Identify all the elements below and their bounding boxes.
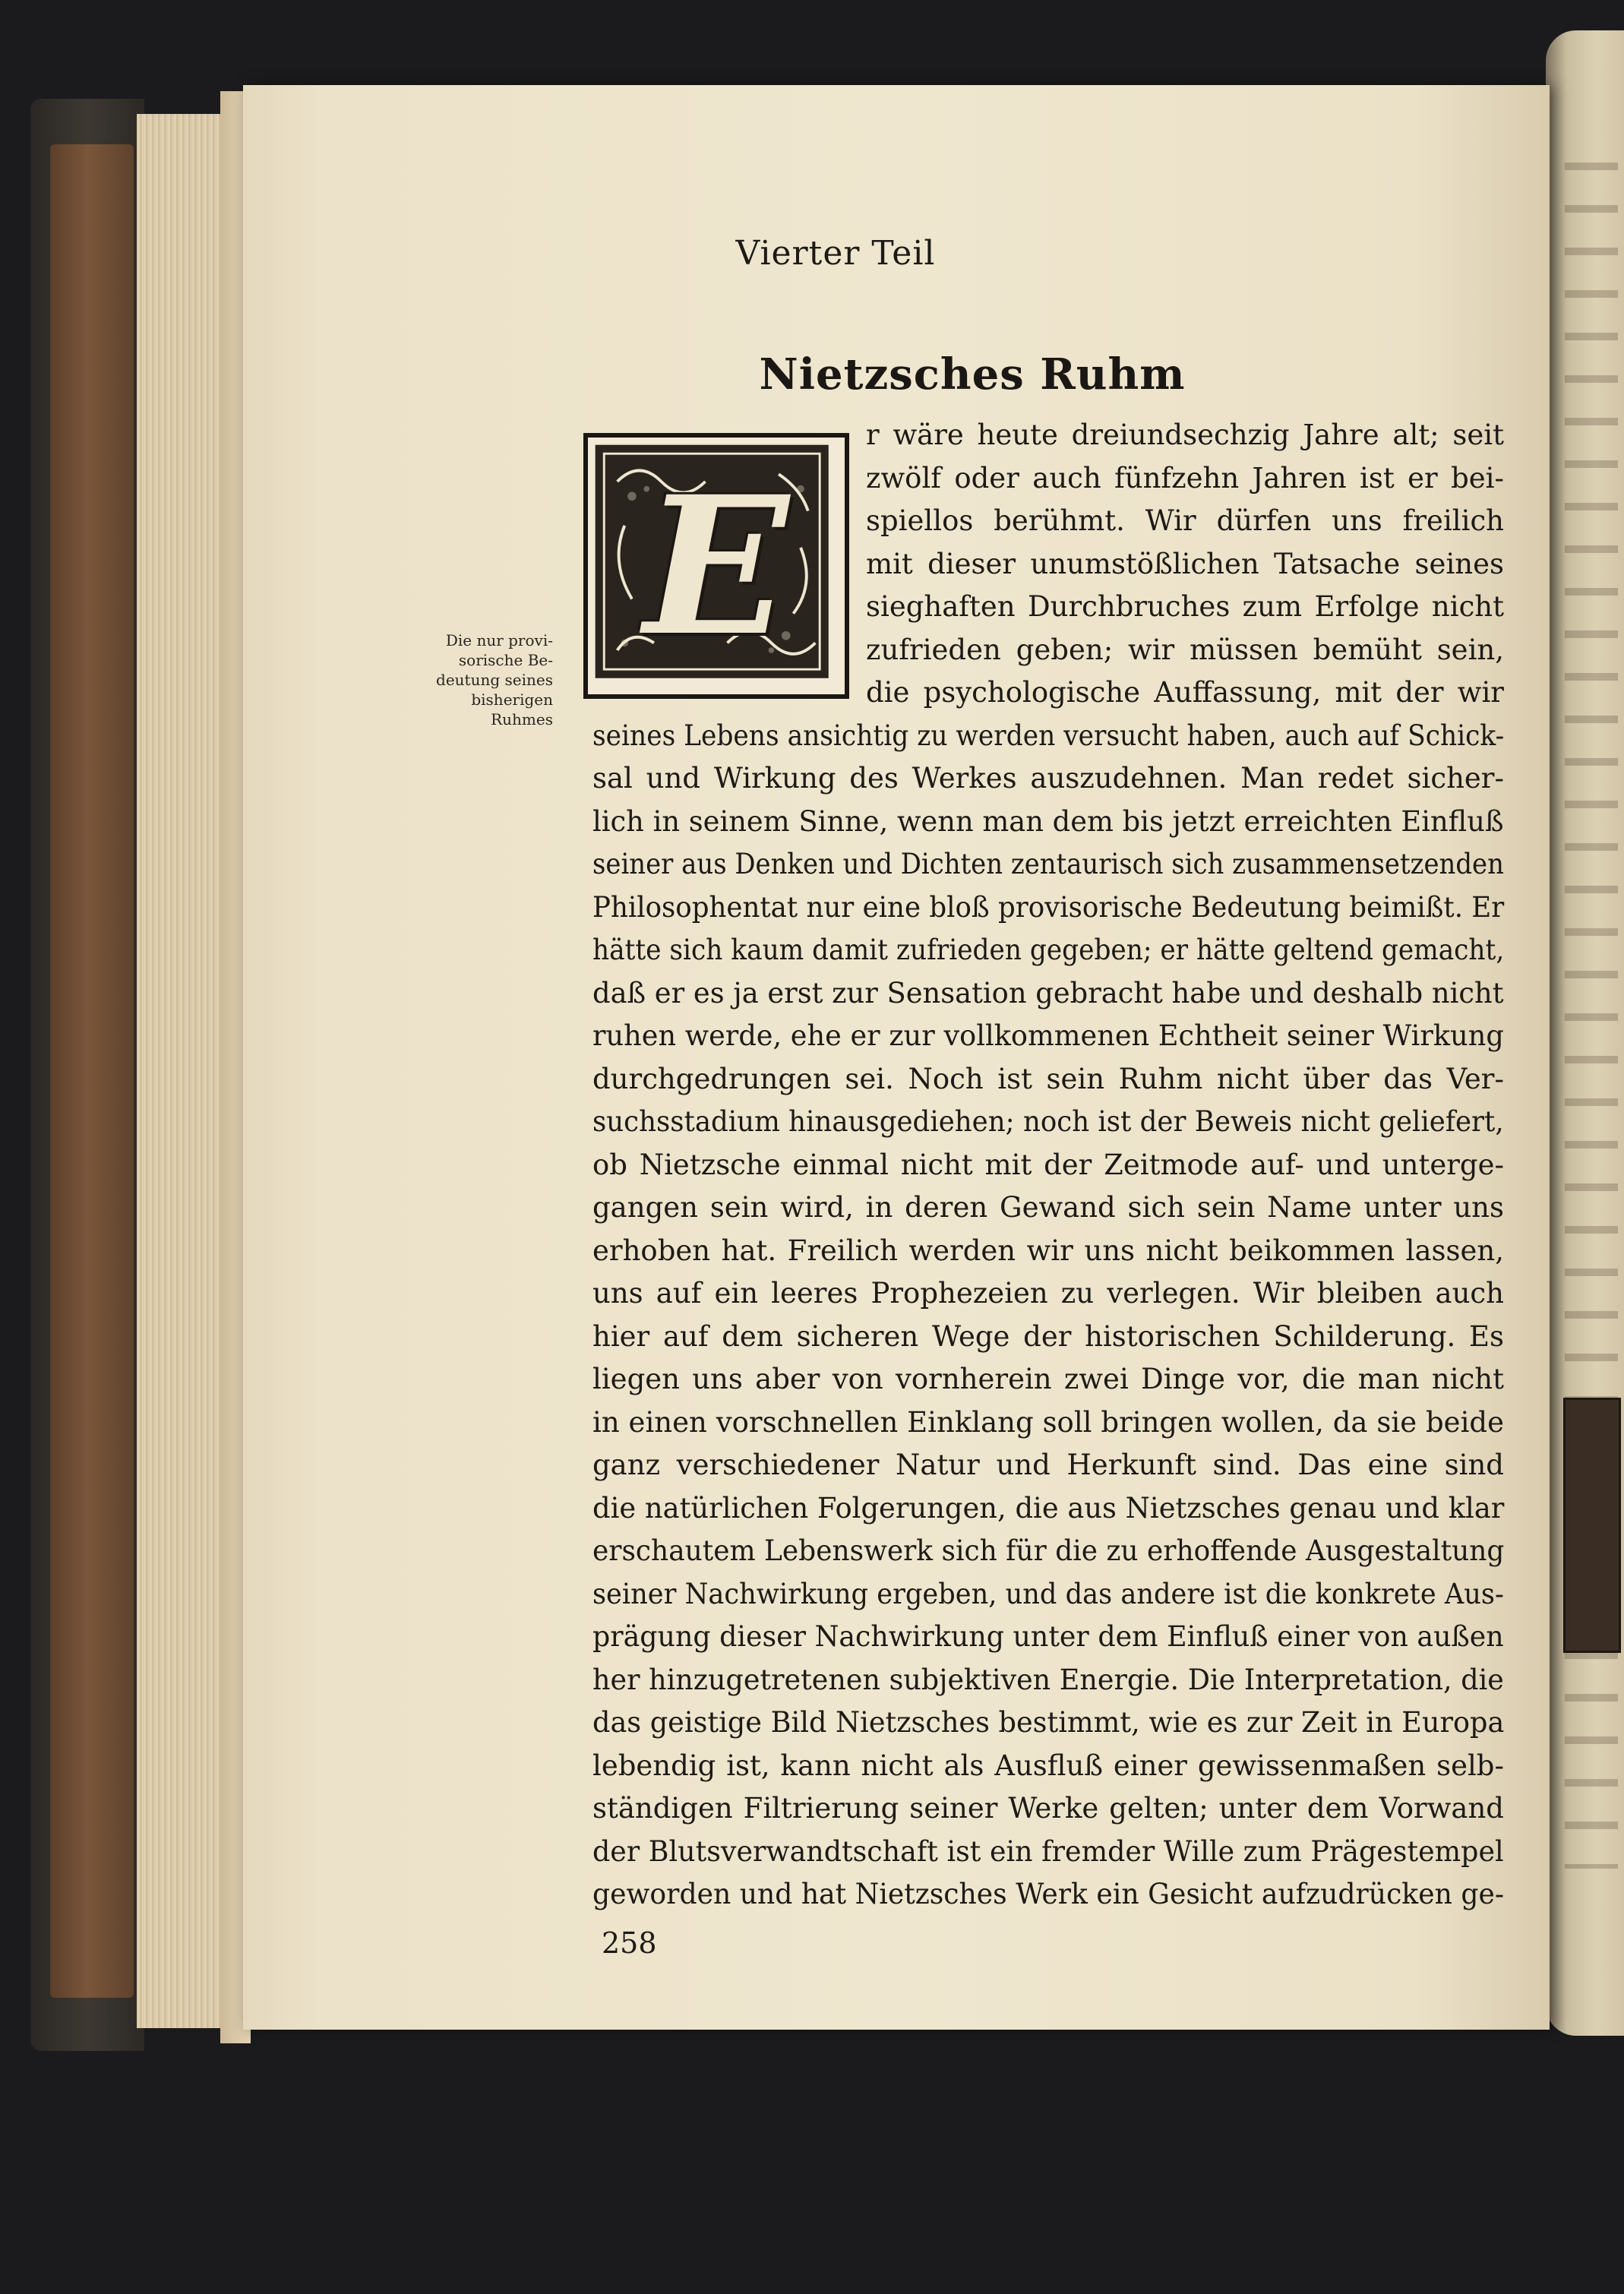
margin-note-line: Die nur provi-: [445, 631, 553, 649]
text-line: her hinzugetretenen subjektiven Energie. Die Interpretation, die: [592, 1663, 1504, 1696]
chapter-title: Nietzsches Ruhm: [759, 349, 1186, 400]
page-number: 258: [602, 1926, 657, 1960]
text-line: mit dieser unumstößlichen Tatsache seines: [866, 547, 1504, 580]
text-line: seiner aus Denken und Dichten zentaurisch sich zusammensetzenden: [592, 848, 1504, 880]
text-line: ständigen Filtrierung seiner Werke gelten; unter dem Vorwand: [592, 1792, 1504, 1825]
margin-note-line: bisherigen: [471, 690, 553, 709]
text-line: erschautem Lebenswerk sich für die zu erhoffende Ausgestaltung: [592, 1534, 1505, 1567]
margin-note-line: Ruhmes: [491, 710, 553, 728]
initial-letter: E: [643, 454, 789, 678]
text-line: daß er es ja erst zur Sensation gebracht habe und deshalb nicht: [592, 976, 1504, 1010]
facing-page-illustration: [1563, 1398, 1621, 1653]
text-line: die natürlichen Folgerungen, die aus Nietzsches genau und klar: [592, 1491, 1505, 1525]
text-line: lich in seinem Sinne, wenn man dem bis jetzt erreichten Einfluß: [592, 804, 1504, 838]
text-line: hier auf dem sicheren Wege der historischen Schilderung. Es: [592, 1319, 1504, 1353]
text-line: Philosophentat nur eine bloß provisorische Bedeutung beimißt. Er: [592, 890, 1505, 924]
decorated-initial: [583, 433, 849, 699]
text-line: liegen uns aber von vornherein zwei Dinge vor, die man nicht: [592, 1363, 1504, 1395]
text-line: seines Lebens ansichtig zu werden versucht haben, auch auf Schick-: [592, 719, 1505, 752]
text-line: prägung dieser Nachwirkung unter dem Einfluß einer von außen: [592, 1620, 1504, 1653]
text-line: zufrieden geben; wir müssen bemüht sein,: [866, 633, 1504, 666]
text-line: suchsstadium hinausgediehen; noch ist der Beweis nicht geliefert,: [592, 1105, 1504, 1138]
text-line: ruhen werde, ehe er zur vollkommenen Echtheit seiner Wirkung: [592, 1019, 1504, 1052]
text-line: ganz verschiedener Natur und Herkunft sind. Das eine sind: [592, 1449, 1504, 1481]
margin-note-line: deutung seines: [436, 671, 553, 689]
text-line: durchgedrungen sei. Noch ist sein Ruhm nicht über das Ver-: [592, 1062, 1504, 1095]
text-line: seiner Nachwirkung ergeben, und das andere ist die konkrete Aus-: [592, 1577, 1504, 1610]
text-line: spiellos berühmt. Wir dürfen uns freilich: [866, 504, 1504, 537]
text-line: ob Nietzsche einmal nicht mit der Zeitmode auf- und unterge-: [592, 1148, 1504, 1181]
text-line: das geistige Bild Nietzsches bestimmt, wie es zur Zeit in Europa: [592, 1706, 1505, 1739]
margin-note-line: sorische Be-: [458, 651, 553, 669]
text-line: die psychologische Auffassung, mit der wir: [866, 676, 1504, 709]
text-line: erhoben hat. Freilich werden wir uns nicht beikommen lassen,: [592, 1234, 1504, 1267]
text-line: uns auf ein leeres Prophezeien zu verlegen. Wir bleiben auch: [592, 1277, 1504, 1310]
text-line: sieghaften Durchbruches zum Erfolge nicht: [866, 590, 1504, 623]
text-line: lebendig ist, kann nicht als Ausfluß einer gewissenmaßen selb-: [592, 1749, 1504, 1782]
margin-note: [401, 630, 553, 729]
text-line: geworden und hat Nietzsches Werk ein Gesicht aufzudrücken ge-: [592, 1878, 1505, 1910]
running-head: Vierter Teil: [735, 234, 936, 273]
text-line: hätte sich kaum damit zufrieden gegeben; er hätte geltend gemacht,: [592, 934, 1505, 966]
text-line: sal und Wirkung des Werkes auszudehnen. Man redet sicher-: [592, 762, 1504, 795]
text-line: zwölf oder auch fünfzehn Jahren ist er bei-: [866, 461, 1504, 495]
text-line: der Blutsverwandtschaft ist ein fremder Wille zum Prägestempel: [592, 1834, 1504, 1868]
book-spine-leather: [50, 144, 134, 1998]
text-line: r wäre heute dreiundsechzig Jahre alt; seit: [866, 419, 1504, 451]
text-line: gangen sein wird, in deren Gewand sich sein Name unter uns: [592, 1191, 1504, 1224]
text-line: in einen vorschnellen Einklang soll bringen wollen, da sie beide: [592, 1405, 1504, 1439]
